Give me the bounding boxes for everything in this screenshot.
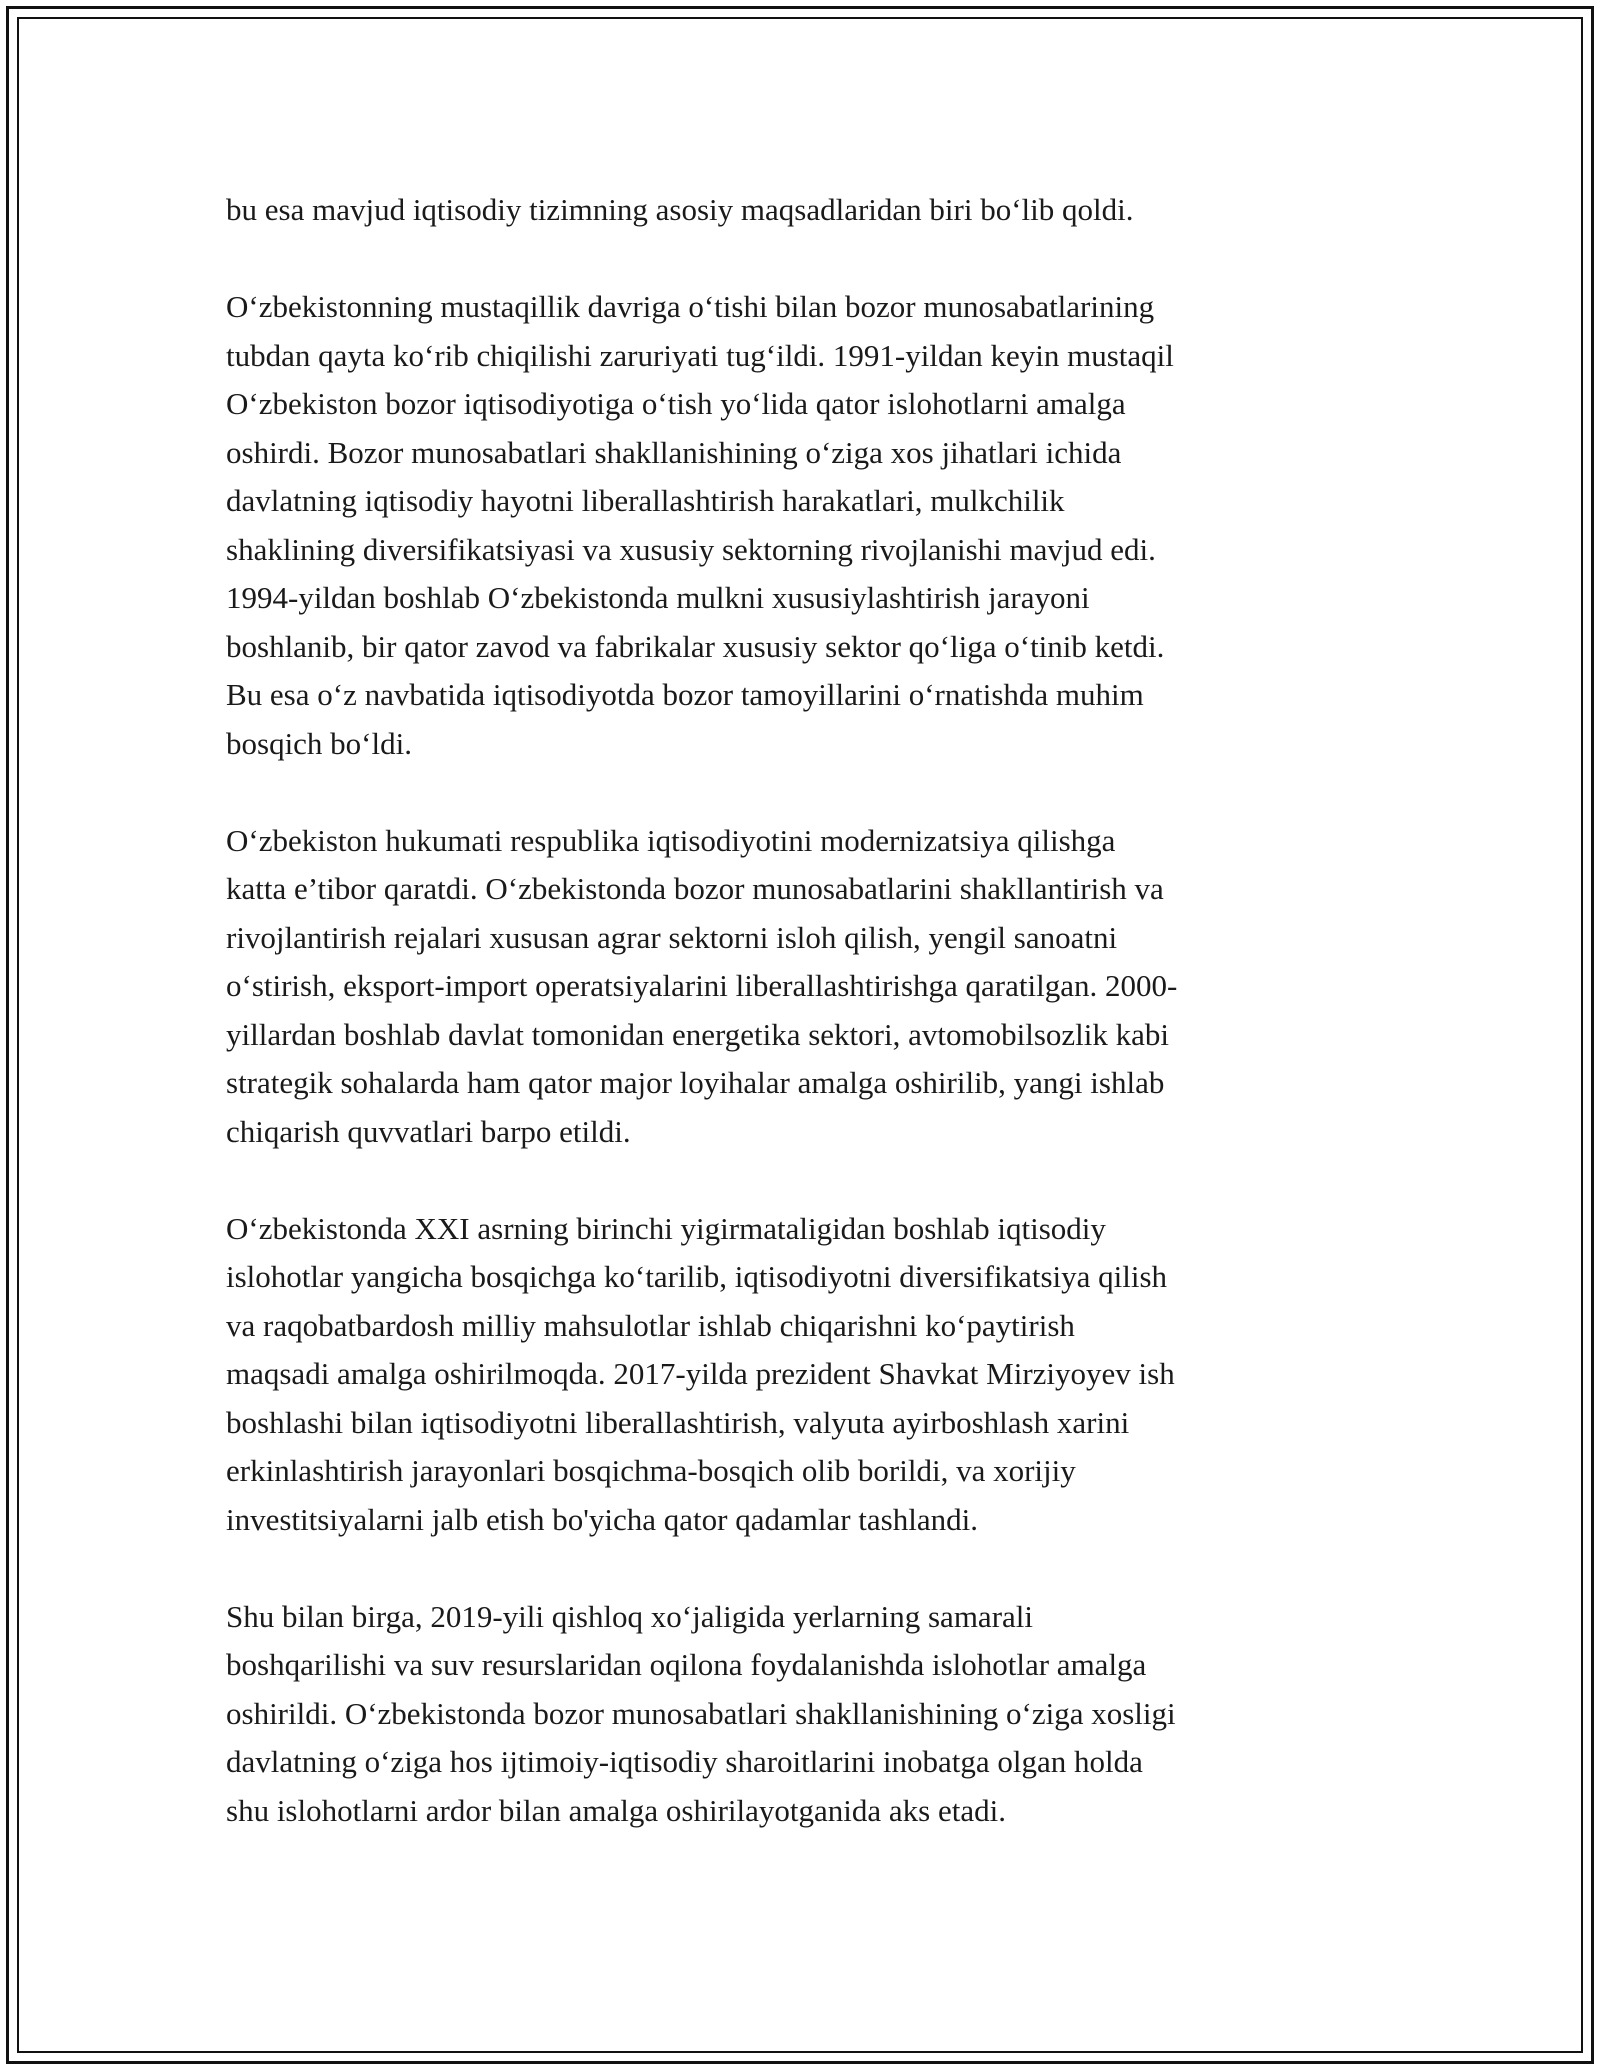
text-line: o‘stirish, eksport-import operatsiyalarini liberallashtirishga qaratilgan. 2000- xyxy=(226,968,1178,1003)
paragraph xyxy=(226,1205,1376,1545)
text-line: davlatning iqtisodiy hayotni liberallashtirish harakatlari, mulkchilik xyxy=(226,483,1065,518)
text-line: Bu esa o‘z navbatida iqtisodiyotda bozor tamoyillarini o‘rnatishda muhim xyxy=(226,677,1144,712)
text-line: yillardan boshlab davlat tomonidan energetika sektori, avtomobilsozlik kabi xyxy=(226,1016,1169,1052)
text-line: oshirildi. O‘zbekistonda bozor munosabatlari shakllanishining o‘ziga xosligi xyxy=(226,1695,1176,1731)
text-line: davlatning o‘ziga hos ijtimoiy-iqtisodiy sharoitlarini inobatga olgan holda xyxy=(226,1744,1143,1779)
text-line: O‘zbekistonning mustaqillik davriga o‘tishi bilan bozor munosabatlarining xyxy=(226,289,1155,324)
text-line: strategik sohalarda ham qator major loyihalar amalga oshirilib, yangi ishlab xyxy=(226,1065,1165,1100)
paragraph xyxy=(226,817,1376,1157)
text-line: bosqich bo‘ldi. xyxy=(226,725,412,761)
text-line: erkinlashtirish jarayonlari bosqichma-bosqich olib borildi, va xorijiy xyxy=(226,1453,1076,1488)
paragraph xyxy=(226,1593,1376,1836)
text-line: Shu bilan birga, 2019-yili qishloq xo‘jaligida yerlarning samarali xyxy=(226,1598,1033,1634)
text-line: bu esa mavjud iqtisodiy tizimning asosiy maqsadlaridan biri bo‘lib qoldi. xyxy=(226,192,1134,227)
text-line: shu islohotlarni ardor bilan amalga oshirilayotganida aks etadi. xyxy=(226,1792,1006,1828)
text-line: boshlanib, bir qator zavod va fabrikalar xususiy sektor qo‘liga o‘tinib ketdi. xyxy=(226,628,1165,664)
text-line: boshqarilishi va suv resurslaridan oqilona foydalanishda islohotlar amalga xyxy=(226,1647,1147,1682)
text-line: O‘zbekiston bozor iqtisodiyotiga o‘tish yo‘lida qator islohotlarni amalga xyxy=(226,386,1126,421)
text-line: O‘zbekiston hukumati respublika iqtisodiyotini modernizatsiya qilishga xyxy=(226,822,1116,858)
text-line: tubdan qayta ko‘rib chiqilishi zaruriyati tug‘ildi. 1991-yildan keyin mustaqil xyxy=(226,337,1174,373)
document-body xyxy=(226,186,1376,1835)
text-line: katta e’tibor qaratdi. O‘zbekistonda bozor munosabatlarini shakllantirish va xyxy=(226,871,1164,906)
text-line: investitsiyalarni jalb etish bo'yicha qator qadamlar tashlandi. xyxy=(226,1501,978,1537)
text-line: maqsadi amalga oshirilmoqda. 2017-yilda prezident Shavkat Mirziyoyev ish xyxy=(226,1356,1175,1391)
text-line: va raqobatbardosh milliy mahsulotlar ishlab chiqarishni ko‘paytirish xyxy=(226,1307,1075,1343)
text-line: islohotlar yangicha bosqichga ko‘tarilib, iqtisodiyotni diversifikatsiya qilish xyxy=(226,1259,1168,1294)
paragraph xyxy=(226,283,1376,768)
paragraph xyxy=(226,186,1376,235)
text-line: rivojlantirish rejalari xususan agrar sektorni isloh qilish, yengil sanoatni xyxy=(226,919,1118,955)
text-line: oshirdi. Bozor munosabatlari shakllanishining o‘ziga xos jihatlari ichida xyxy=(226,434,1122,470)
text-line: chiqarish quvvatlari barpo etildi. xyxy=(226,1113,631,1149)
text-line: O‘zbekistonda XXI asrning birinchi yigirmataligidan boshlab iqtisodiy xyxy=(226,1210,1106,1246)
text-line: boshlashi bilan iqtisodiyotni liberallashtirish, valyuta ayirboshlash xarini xyxy=(226,1404,1130,1440)
text-line: shaklining diversifikatsiyasi va xususiy sektorning rivojlanishi mavjud edi. xyxy=(226,531,1156,567)
text-line: 1994-yildan boshlab O‘zbekistonda mulkni xususiylashtirish jarayoni xyxy=(226,580,1090,615)
